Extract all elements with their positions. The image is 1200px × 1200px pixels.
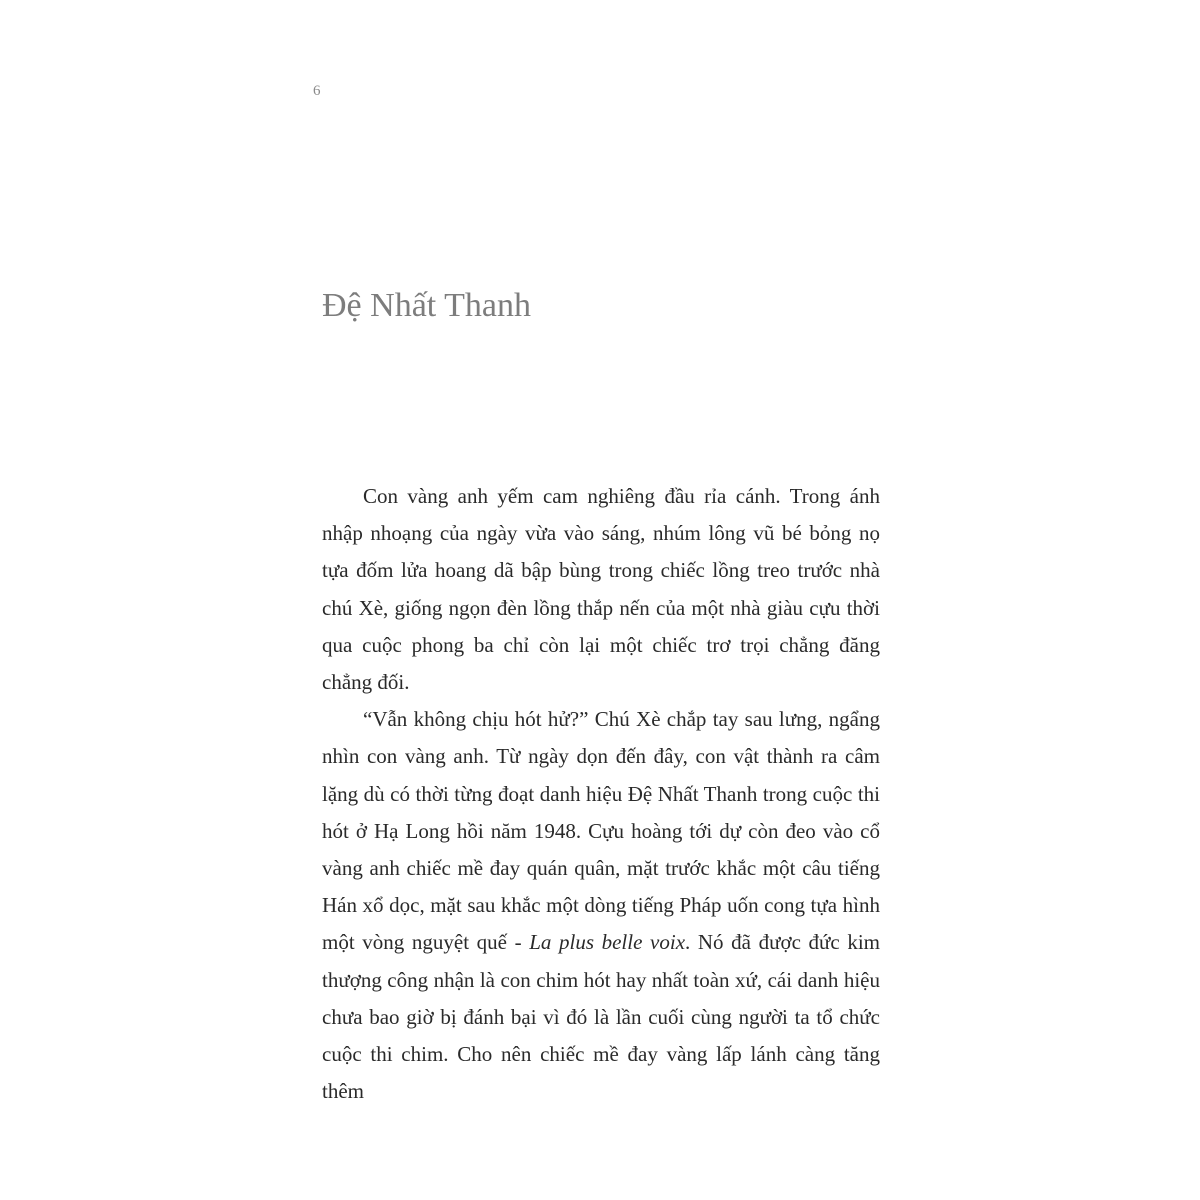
chapter-title: Đệ Nhất Thanh (322, 287, 531, 324)
body-text (322, 478, 880, 1110)
paragraph-2-italic: La plus belle voix (529, 930, 686, 955)
paragraph-2 (322, 701, 880, 1110)
page-number: 6 (313, 83, 321, 99)
paragraph-2-text-a: “Vẫn không chịu hót hử?” Chú Xè chắp tay sau lưng, ngẩng nhìn con vàng anh. Từ ngày dọn đến đây, con vật thành ra câm lặng dù có thời từng đoạt danh hiệu Đệ Nhất Thanh trong cuộc thi hót ở Hạ Long hồi năm 1948. Cựu hoàng tới dự còn đeo vào cổ vàng anh chiếc mề đay quán quân, mặt trước khắc một câu tiếng Hán xổ dọc, mặt sau khắc một dòng tiếng Pháp uốn cong tựa hình một vòng nguyệt quế - (322, 707, 880, 955)
paragraph-1: Con vàng anh yếm cam nghiêng đầu rỉa cánh. Trong ánh nhập nhoạng của ngày vừa vào sáng, nhúm lông vũ bé bỏng nọ tựa đốm lửa hoang dã bập bùng trong chiếc lồng treo trước nhà chú Xè, giống ngọn đèn lồng thắp nến của một nhà giàu cựu thời qua cuộc phong ba chỉ còn lại một chiếc trơ trọi chẳng đăng chẳng đối. (322, 484, 880, 695)
paragraph-2-text-b: . Nó đã được đức kim thượng công nhận là con chim hót hay nhất toàn xứ, cái danh hiệu chưa bao giờ bị đánh bại vì đó là lần cuối cùng người ta tổ chức cuộc thi chim. Cho nên chiếc mề đay vàng lấp lánh càng tăng thêm (322, 930, 880, 1104)
